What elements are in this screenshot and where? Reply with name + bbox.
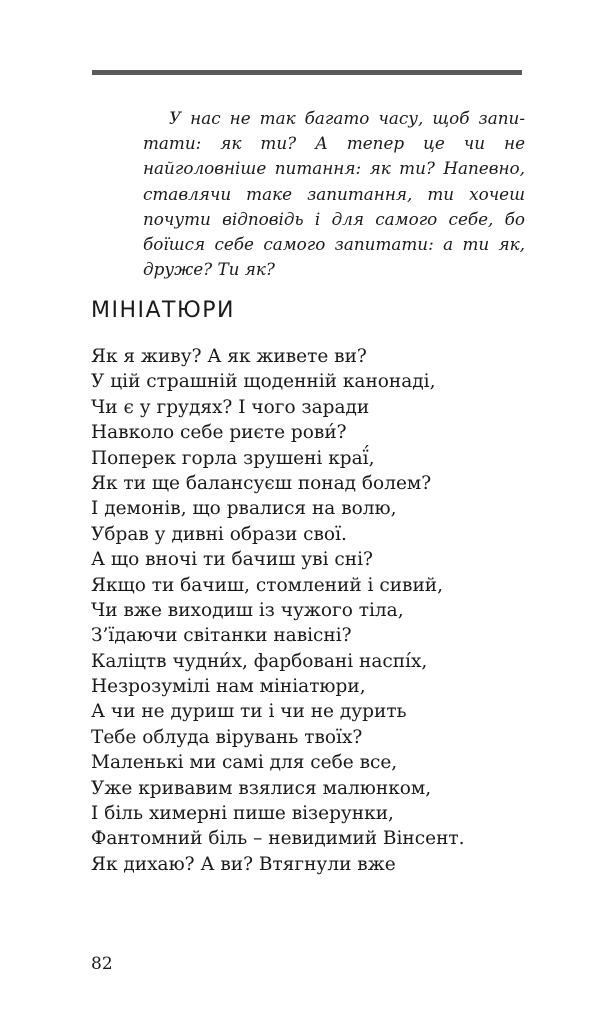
poem-line: У цій страшній щоденній канонаді,	[91, 371, 436, 393]
poem-line: Поперек горла зрушені краї́,	[91, 447, 375, 469]
poem-line: І біль химерні пише візерунки,	[91, 803, 394, 825]
section-title: МІНІАТЮРИ	[91, 298, 235, 323]
poem-line: Якщо ти бачиш, стомлений і сивий,	[91, 574, 443, 596]
poem-line: З’їдаючи світанки навісні?	[91, 625, 352, 647]
poem-line: А чи не дуриш ти і чи не дурить	[91, 701, 407, 723]
top-rule-divider	[92, 70, 522, 75]
poem-line: Чи є у грудях? І чого заради	[91, 396, 370, 418]
poem-line: І демонів, що рвалися на волю,	[91, 498, 397, 520]
poem-line: А що вночі ти бачиш уві сні?	[91, 549, 373, 571]
poem-line: Фантомний біль – невидимий Вінсент.	[91, 828, 465, 850]
poem-line: Уже кривавим взялися малюнком,	[91, 777, 432, 799]
poem-line: Навколо себе риєте рови́?	[91, 422, 347, 444]
poem-line: Маленькі ми самі для себе все,	[91, 752, 398, 774]
poem-line: Як я живу? А як живете ви?	[91, 346, 367, 367]
poem-line: Каліцтв чудни́х, фарбовані наспі́х,	[91, 650, 428, 672]
poem-line: Незрозумілі нам мініатюри,	[91, 676, 366, 698]
poem-line: Убрав у дивні образи свої.	[91, 523, 347, 545]
poem-stanza	[91, 344, 541, 877]
epigraph-paragraph: У нас не так багато часу, щоб запитати: як ти? А тепер це чи не найголовніше питання: як ти? Напевно, ставлячи таке запитання, ти хочеш почути відповідь і для самого себе, бо боїшся себе самого запитати: а ти як, друже? Ти як?	[143, 108, 525, 280]
poem-line: Тебе облуда вірувань твоїх?	[91, 726, 363, 748]
poem-line: Чи вже виходиш із чужого тіла,	[91, 599, 404, 621]
page-number: 82	[91, 954, 113, 974]
poem-line: Як дихаю? А ви? Втягнули вже	[91, 853, 396, 875]
poem-line: Як ти ще балансуєш понад болем?	[91, 472, 432, 494]
